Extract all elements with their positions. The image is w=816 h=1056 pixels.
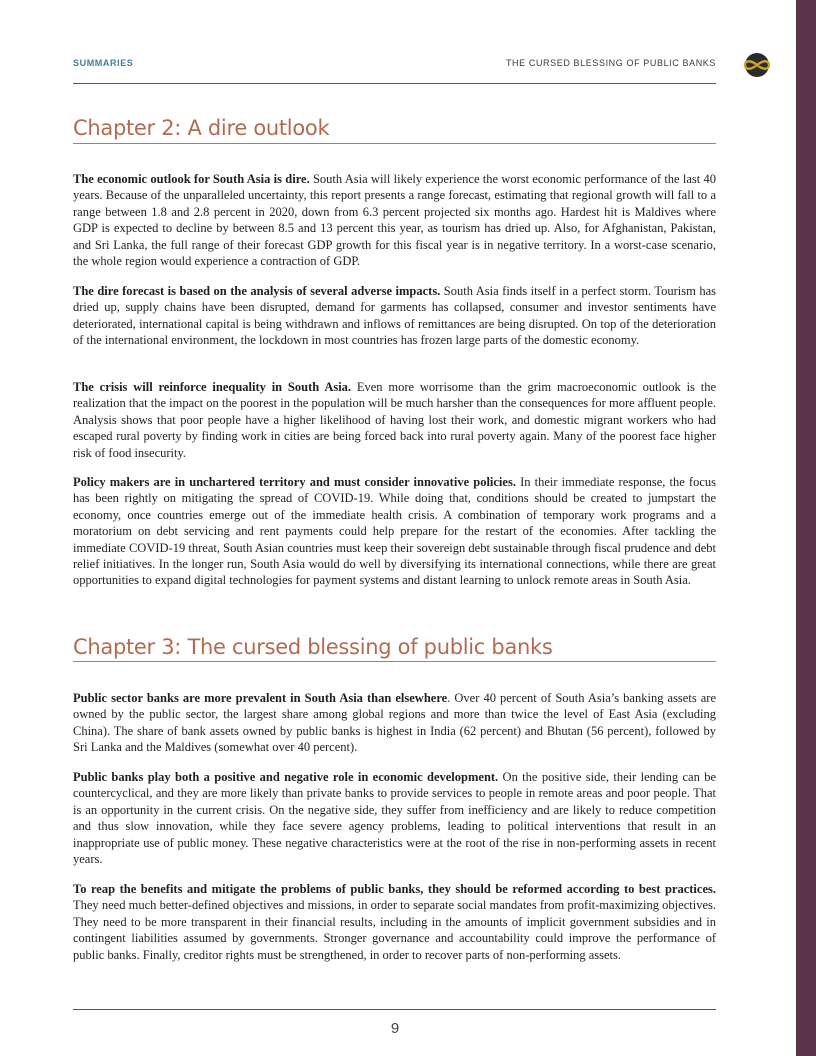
chapter-3-paragraph xyxy=(73,881,716,963)
paragraph-body: They need much better-defined objectives and missions, in order to separate social mandates from profit-maximizing objectives. They need to be more transparent in their financial results, including in the amounts of implicit government subsidies and in contingent liabilities assumed by governments. Stronger governance and accountability could improve the performance of public banks. Finally, creditor rights must be strengthened, in order to recover parts of non-performing assets. xyxy=(73,898,716,962)
paragraph-lead: The dire forecast is based on the analysis of several adverse impacts. xyxy=(73,284,441,298)
chapter-2-paragraph xyxy=(73,283,716,349)
paragraph-body: South Asia finds itself in a perfect storm. Tourism has dried up, supply chains have been disrupted, demand for garments has collapsed, consumer and investor sentiments have deteriorated, international capital is being withdrawn and inflows of remittances are being disrupted. On top of the deterioration of the international environment, the lockdown in most countries has frozen large parts of the domestic economy. xyxy=(73,284,716,348)
header-divider xyxy=(73,83,716,84)
chapter-3-rule xyxy=(73,661,716,662)
paragraph-body: On the positive side, their lending can be countercyclical, and they are more likely than private banks to provide services to people in remote areas and poor people. That is an opportunity in the current crisis. On the negative side, they suffer from inefficiency and are likely to reduce competition and thus slow innovation, while they face severe agency problems, leading to political interventions that result in an inappropriate use of public money. These negative characteristics were at the root of the rise in non-performing assets in recent years. xyxy=(73,770,716,867)
infinity-logo-icon xyxy=(737,52,777,78)
section-label: SUMMARIES xyxy=(73,58,134,68)
paragraph-lead: Public banks play both a positive and negative role in economic development. xyxy=(73,770,499,784)
chapter-3-title: Chapter 3: The cursed blessing of public banks xyxy=(73,635,553,659)
chapter-3-paragraph xyxy=(73,690,716,756)
paragraph-body: South Asia will likely experience the worst economic performance of the last 40 years. Because of the unparalleled uncertainty, this report presents a range forecast, estimating that regional growth will fall to a range between 1.8 and 2.8 percent in 2020, down from 6.3 percent projected six months ago. Hardest hit is Maldives where GDP is expected to decline by between 8.5 and 13 percent this year, as tourism has dried up. Also, for Afghanistan, Pakistan, and Sri Lanka, the full range of their forecast GDP growth for this fiscal year is in negative territory. In a worst-case scenario, the whole region would experience a contraction of GDP. xyxy=(73,172,716,269)
paragraph-body: In their immediate response, the focus has been rightly on mitigating the spread of COVID-19. While doing that, conditions should be created to jumpstart the economy, once countries emerge out of the immediate health crisis. A combination of temporary work programs and a moratorium on debt servicing and rent payments could help prepare for the restart of the economies. After tackling the immediate COVID-19 threat, South Asian countries must keep their sovereign debt sustainable through fiscal prudence and debt relief initiatives. In the longer run, South Asia would do well by diversifying its international connections, while there are great opportunities to expand digital technologies for payment systems and distant learning to unlock remote areas in South Asia. xyxy=(73,475,716,588)
paragraph-body: . Over 40 percent of South Asia’s banking assets are owned by the public sector, the largest share among global regions and more than twice the level of East Asia (excluding China). The share of bank assets owned by public banks is highest in India (62 percent) and Bhutan (56 percent), followed by Sri Lanka and the Maldives (somewhat over 40 percent). xyxy=(73,691,716,755)
chapter-2-rule xyxy=(73,143,716,144)
paragraph-lead: The economic outlook for South Asia is dire. xyxy=(73,172,310,186)
paragraph-lead: To reap the benefits and mitigate the problems of public banks, they should be reformed according to best practices. xyxy=(73,882,716,896)
side-accent-bar xyxy=(796,0,816,1056)
chapter-2-paragraph xyxy=(73,474,716,589)
chapter-2-paragraph xyxy=(73,171,716,269)
chapter-2-title: Chapter 2: A dire outlook xyxy=(73,116,330,140)
page-number: 9 xyxy=(390,1020,400,1037)
chapter-2-paragraph xyxy=(73,379,716,461)
report-title: THE CURSED BLESSING OF PUBLIC BANKS xyxy=(505,58,716,68)
paragraph-body: Even more worrisome than the grim macroeconomic outlook is the realization that the impact on the poorest in the population will be much harsher than the consequences for more affluent people. Analysis shows that poor people have a higher likelihood of having lost their work, and domestic migrant workers who had escaped rural poverty by finding work in cities are being forced back into rural poverty again. Many of the poorest face higher risk of food insecurity. xyxy=(73,380,716,460)
paragraph-lead: Public sector banks are more prevalent in South Asia than elsewhere xyxy=(73,691,448,705)
footer-divider xyxy=(73,1009,716,1010)
chapter-3-paragraph xyxy=(73,769,716,867)
paragraph-lead: The crisis will reinforce inequality in South Asia. xyxy=(73,380,352,394)
paragraph-lead: Policy makers are in unchartered territory and must consider innovative policies. xyxy=(73,475,516,489)
